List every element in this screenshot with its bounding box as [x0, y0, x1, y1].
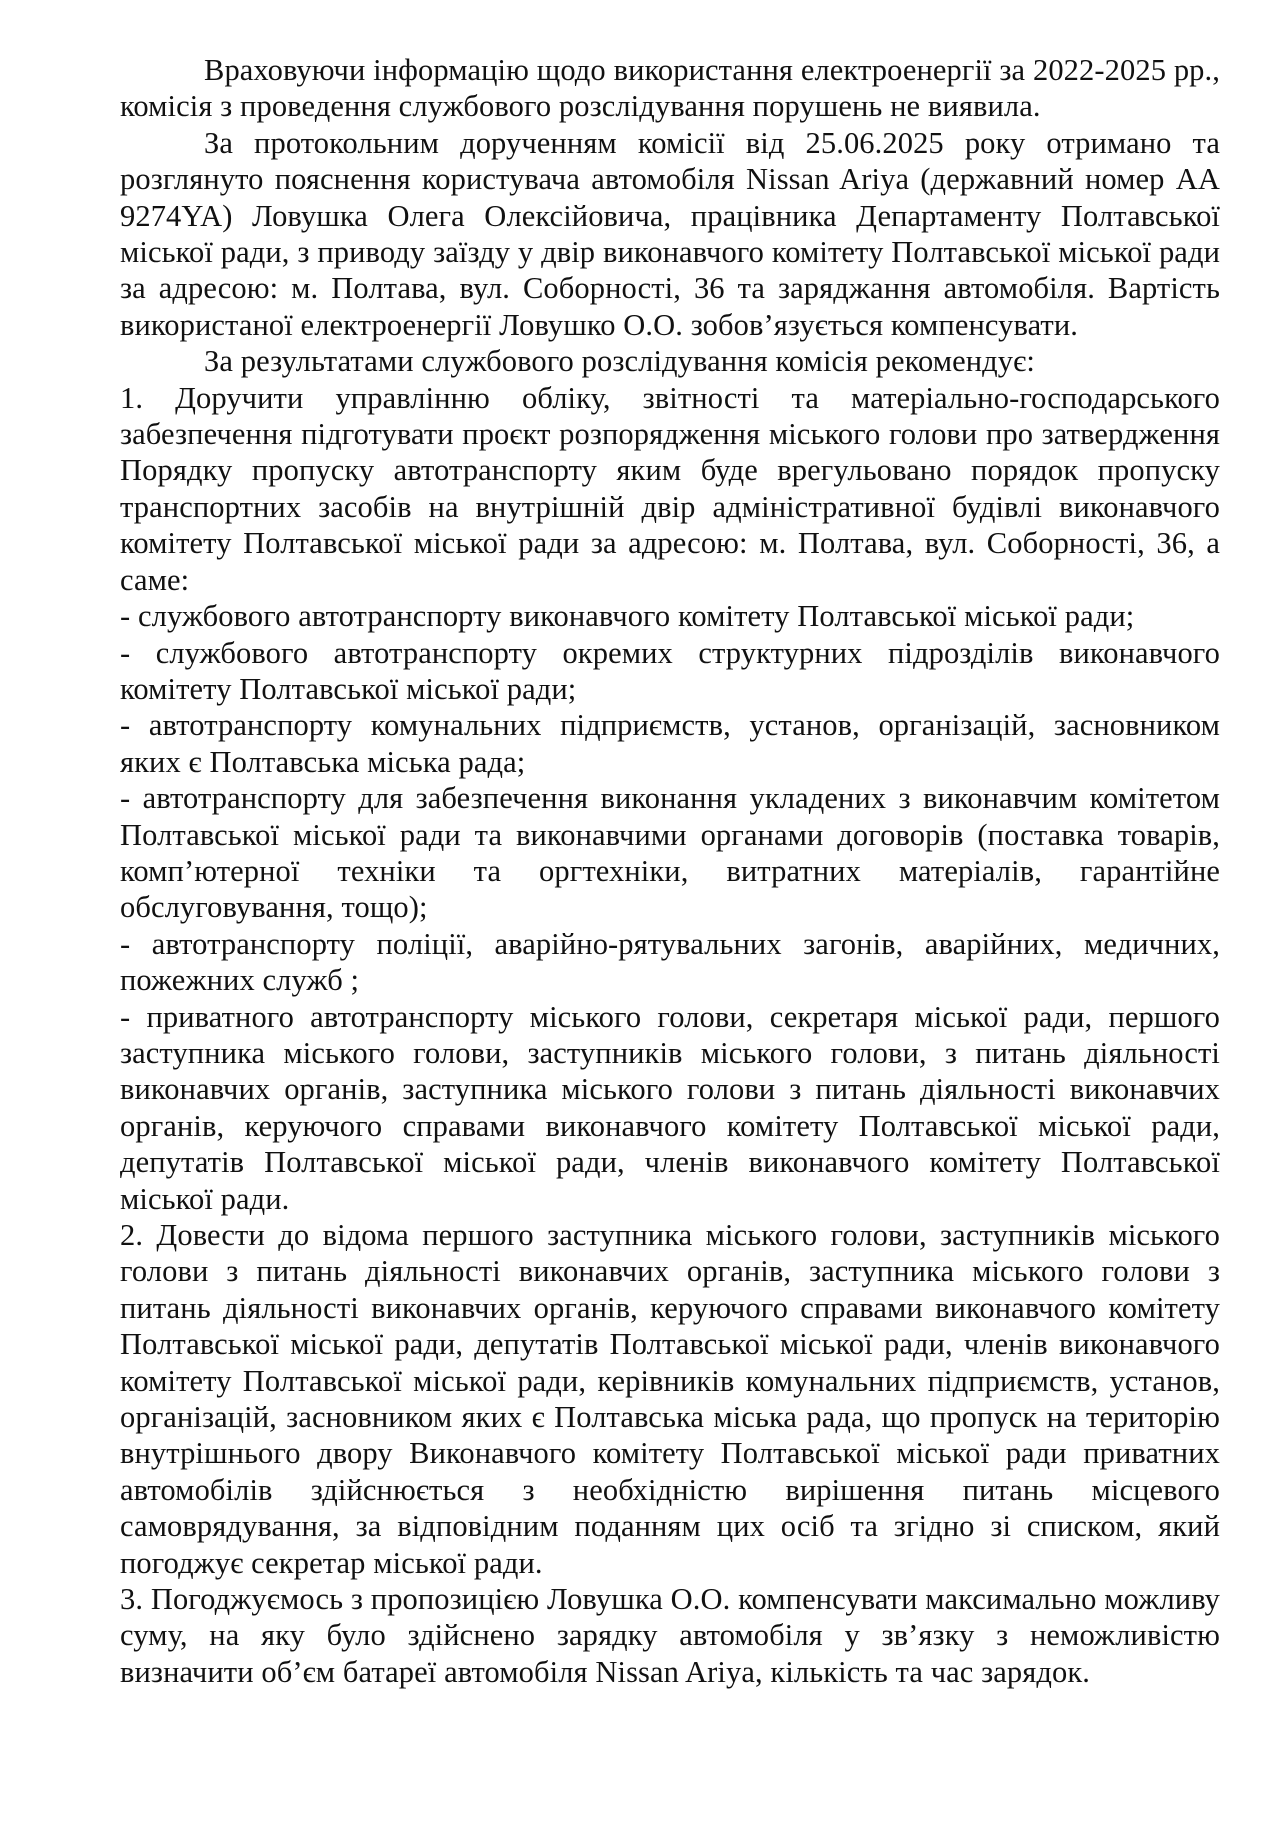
list-item-contractors: - автотранспорту для забезпечення виконання укладених з виконавчим комітетом Полтавської міської ради та виконавчими органами договорів (поставка товарів, комп’ютерної техніки та оргтехніки, витратних матеріалів, гарантійне обслуговування, тощо); — [120, 781, 1220, 925]
list-item-emergency-services: - автотранспорту поліції, аварійно-рятувальних загонів, аварійних, медичних, пожежних служб ; — [120, 926, 1220, 998]
list-item-private-vehicles: - приватного автотранспорту міського голови, секретаря міської ради, першого заступника міського голови, заступників міського голови, з питань діяльності виконавчих органів, заступника міського голови з питань діяльності виконавчих органів, керуючого справами виконавчого комітету Полтавської міської ради, депутатів Полтавської міської ради, членів виконавчого комітету Полтавської міської ради. — [120, 999, 1220, 1216]
paragraph-electricity-findings: Враховуючи інформацію щодо використання електроенергії за 2022-2025 рр., комісія з проведення службового розслідування порушень не виявила. — [120, 53, 1220, 124]
list-item-service-vehicles: - службового автотранспорту виконавчого комітету Полтавської міської ради; — [120, 599, 1135, 634]
document-page — [120, 52, 1220, 1690]
list-item-communal-enterprises: - автотранспорту комунальних підприємств, установ, організацій, засновником яких є Полтавська міська рада; — [120, 708, 1220, 779]
paragraph-recommendations-intro: За результатами службового розслідування комісія рекомендує: — [204, 344, 1035, 379]
recommendation-3: 3. Погоджуємось з пропозицією Ловушка О.О. компенсувати максимально можливу суму, на яку було здійснено зарядку автомобіля у зв’язку з неможливістю визначити об’єм батареї автомобіля Nissan Ariya, кількість та час зарядок. — [120, 1582, 1220, 1689]
recommendation-1: 1. Доручити управлінню обліку, звітності та матеріально-господарського забезпечення підготувати проєкт розпорядження міського голови про затвердження Порядку пропуску автотранспорту яким буде врегульовано порядок пропуску транспортних засобів на внутрішній двір адміністративної будівлі виконавчого комітету Полтавської міської ради за адресою: м. Полтава, вул. Соборності, 36, а саме: — [120, 380, 1220, 597]
list-item-structural-units: - службового автотранспорту окремих структурних підрозділів виконавчого комітету Полтавської міської ради; — [120, 635, 1220, 706]
paragraph-explanation: За протокольним дорученням комісії від 25.06.2025 року отримано та розглянуто пояснення користувача автомобіля Nissan Ariya (державний номер АА 9274YA) Ловушка Олега Олексійовича, працівника Департаменту Полтавської міської ради, з приводу заїзду у двір виконавчого комітету Полтавської міської ради за адресою: м. Полтава, вул. Соборності, 36 та заряджання автомобіля. Вартість використаної електроенергії Ловушко О.О. зобов’язується компенсувати. — [120, 125, 1220, 342]
recommendation-2: 2. Довести до відома першого заступника міського голови, заступників міського голови з питань діяльності виконавчих органів, заступника міського голови з питань діяльності виконавчих органів, керуючого справами виконавчого комітету Полтавської міської ради, депутатів Полтавської міської ради, членів виконавчого комітету Полтавської міської ради, керівників комунальних підприємств, установ, організацій, засновником яких є Полтавська міська рада, що пропуск на територію внутрішнього двору Виконавчого комітету Полтавської міської ради приватних автомобілів здійснюється з необхідністю вирішення питань місцевого самоврядування, за відповідним поданням цих осіб та згідно зі списком, який погоджує секретар міської ради. — [120, 1218, 1220, 1580]
